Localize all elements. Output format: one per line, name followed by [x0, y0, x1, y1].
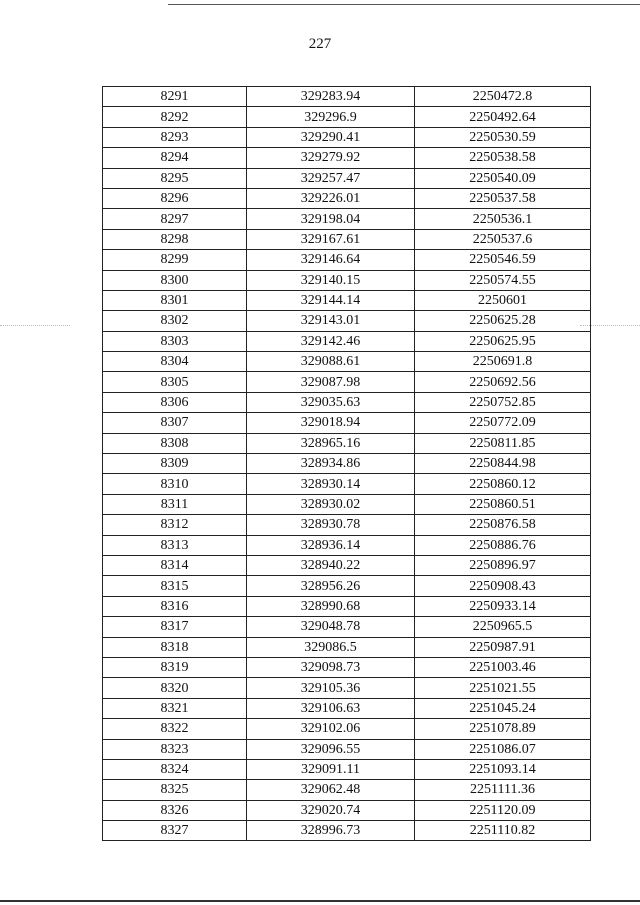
bottom-border-line [0, 900, 640, 902]
x-coordinate-cell: 329144.14 [247, 290, 415, 310]
x-coordinate-cell: 328940.22 [247, 555, 415, 575]
point-number-cell: 8309 [103, 454, 247, 474]
x-coordinate-cell: 329167.61 [247, 229, 415, 249]
y-coordinate-cell: 2251120.09 [415, 800, 591, 820]
table-row [103, 168, 591, 188]
point-number-cell: 8305 [103, 372, 247, 392]
x-coordinate-cell: 329296.9 [247, 107, 415, 127]
table-row [103, 657, 591, 677]
point-number-cell: 8326 [103, 800, 247, 820]
point-number-cell: 8294 [103, 148, 247, 168]
point-number-cell: 8322 [103, 719, 247, 739]
table-row [103, 392, 591, 412]
y-coordinate-cell: 2251111.36 [415, 780, 591, 800]
table-row [103, 739, 591, 759]
point-number-cell: 8300 [103, 270, 247, 290]
y-coordinate-cell: 2250692.56 [415, 372, 591, 392]
point-number-cell: 8291 [103, 87, 247, 107]
x-coordinate-cell: 328930.78 [247, 515, 415, 535]
y-coordinate-cell: 2250536.1 [415, 209, 591, 229]
y-coordinate-cell: 2250625.95 [415, 331, 591, 351]
table-row [103, 87, 591, 107]
table-row [103, 555, 591, 575]
y-coordinate-cell: 2250492.64 [415, 107, 591, 127]
point-number-cell: 8299 [103, 250, 247, 270]
table-row [103, 311, 591, 331]
point-number-cell: 8313 [103, 535, 247, 555]
table-row [103, 780, 591, 800]
y-coordinate-cell: 2250860.51 [415, 494, 591, 514]
y-coordinate-cell: 2250811.85 [415, 433, 591, 453]
y-coordinate-cell: 2250933.14 [415, 596, 591, 616]
point-number-cell: 8295 [103, 168, 247, 188]
point-number-cell: 8296 [103, 188, 247, 208]
table-row [103, 127, 591, 147]
x-coordinate-cell: 329048.78 [247, 617, 415, 637]
table-row [103, 637, 591, 657]
x-coordinate-cell: 328930.02 [247, 494, 415, 514]
x-coordinate-cell: 329035.63 [247, 392, 415, 412]
x-coordinate-cell: 329143.01 [247, 311, 415, 331]
y-coordinate-cell: 2251003.46 [415, 657, 591, 677]
x-coordinate-cell: 328996.73 [247, 821, 415, 841]
x-coordinate-cell: 329102.06 [247, 719, 415, 739]
point-number-cell: 8327 [103, 821, 247, 841]
table-row [103, 821, 591, 841]
top-border-line [168, 4, 640, 5]
table-row [103, 698, 591, 718]
y-coordinate-cell: 2250537.58 [415, 188, 591, 208]
x-coordinate-cell: 329096.55 [247, 739, 415, 759]
point-number-cell: 8325 [103, 780, 247, 800]
y-coordinate-cell: 2250987.91 [415, 637, 591, 657]
y-coordinate-cell: 2250844.98 [415, 454, 591, 474]
point-number-cell: 8304 [103, 352, 247, 372]
point-number-cell: 8301 [103, 290, 247, 310]
x-coordinate-cell: 329257.47 [247, 168, 415, 188]
point-number-cell: 8297 [103, 209, 247, 229]
y-coordinate-cell: 2250546.59 [415, 250, 591, 270]
y-coordinate-cell: 2250472.8 [415, 87, 591, 107]
y-coordinate-cell: 2251045.24 [415, 698, 591, 718]
y-coordinate-cell: 2250538.58 [415, 148, 591, 168]
point-number-cell: 8308 [103, 433, 247, 453]
table-row [103, 759, 591, 779]
x-coordinate-cell: 329290.41 [247, 127, 415, 147]
x-coordinate-cell: 329086.5 [247, 637, 415, 657]
table-row [103, 250, 591, 270]
table-row [103, 331, 591, 351]
y-coordinate-cell: 2250886.76 [415, 535, 591, 555]
x-coordinate-cell: 329098.73 [247, 657, 415, 677]
table-row [103, 107, 591, 127]
x-coordinate-cell: 329106.63 [247, 698, 415, 718]
y-coordinate-cell: 2251021.55 [415, 678, 591, 698]
y-coordinate-cell: 2251078.89 [415, 719, 591, 739]
table-row [103, 188, 591, 208]
table-row [103, 454, 591, 474]
point-number-cell: 8311 [103, 494, 247, 514]
coordinates-table-body [103, 87, 591, 841]
table-row [103, 800, 591, 820]
point-number-cell: 8323 [103, 739, 247, 759]
point-number-cell: 8312 [103, 515, 247, 535]
y-coordinate-cell: 2251093.14 [415, 759, 591, 779]
x-coordinate-cell: 329105.36 [247, 678, 415, 698]
point-number-cell: 8316 [103, 596, 247, 616]
y-coordinate-cell: 2250691.8 [415, 352, 591, 372]
y-coordinate-cell: 2251086.07 [415, 739, 591, 759]
table-row [103, 372, 591, 392]
y-coordinate-cell: 2251110.82 [415, 821, 591, 841]
table-row [103, 229, 591, 249]
x-coordinate-cell: 329283.94 [247, 87, 415, 107]
table-row [103, 494, 591, 514]
table-row [103, 617, 591, 637]
y-coordinate-cell: 2250601 [415, 290, 591, 310]
x-coordinate-cell: 328934.86 [247, 454, 415, 474]
coordinates-table [102, 86, 591, 841]
table-row [103, 209, 591, 229]
x-coordinate-cell: 329091.11 [247, 759, 415, 779]
x-coordinate-cell: 328965.16 [247, 433, 415, 453]
table-row [103, 535, 591, 555]
x-coordinate-cell: 329087.98 [247, 372, 415, 392]
y-coordinate-cell: 2250625.28 [415, 311, 591, 331]
point-number-cell: 8315 [103, 576, 247, 596]
y-coordinate-cell: 2250965.5 [415, 617, 591, 637]
table-row [103, 290, 591, 310]
point-number-cell: 8292 [103, 107, 247, 127]
point-number-cell: 8306 [103, 392, 247, 412]
point-number-cell: 8314 [103, 555, 247, 575]
x-coordinate-cell: 329140.15 [247, 270, 415, 290]
table-row [103, 270, 591, 290]
x-coordinate-cell: 329088.61 [247, 352, 415, 372]
x-coordinate-cell: 329062.48 [247, 780, 415, 800]
y-coordinate-cell: 2250530.59 [415, 127, 591, 147]
scan-artifact-left [0, 325, 70, 327]
x-coordinate-cell: 328930.14 [247, 474, 415, 494]
table-row [103, 352, 591, 372]
point-number-cell: 8310 [103, 474, 247, 494]
x-coordinate-cell: 329279.92 [247, 148, 415, 168]
x-coordinate-cell: 329226.01 [247, 188, 415, 208]
x-coordinate-cell: 328936.14 [247, 535, 415, 555]
table-row [103, 474, 591, 494]
x-coordinate-cell: 329146.64 [247, 250, 415, 270]
y-coordinate-cell: 2250860.12 [415, 474, 591, 494]
point-number-cell: 8298 [103, 229, 247, 249]
table-row [103, 515, 591, 535]
x-coordinate-cell: 329198.04 [247, 209, 415, 229]
y-coordinate-cell: 2250540.09 [415, 168, 591, 188]
x-coordinate-cell: 329142.46 [247, 331, 415, 351]
table-row [103, 413, 591, 433]
y-coordinate-cell: 2250772.09 [415, 413, 591, 433]
x-coordinate-cell: 328956.26 [247, 576, 415, 596]
point-number-cell: 8321 [103, 698, 247, 718]
table-row [103, 148, 591, 168]
table-row [103, 596, 591, 616]
point-number-cell: 8293 [103, 127, 247, 147]
x-coordinate-cell: 329018.94 [247, 413, 415, 433]
point-number-cell: 8317 [103, 617, 247, 637]
page-number: 227 [308, 36, 332, 52]
point-number-cell: 8307 [103, 413, 247, 433]
point-number-cell: 8303 [103, 331, 247, 351]
y-coordinate-cell: 2250752.85 [415, 392, 591, 412]
y-coordinate-cell: 2250537.6 [415, 229, 591, 249]
table-row [103, 719, 591, 739]
point-number-cell: 8302 [103, 311, 247, 331]
y-coordinate-cell: 2250876.58 [415, 515, 591, 535]
y-coordinate-cell: 2250574.55 [415, 270, 591, 290]
point-number-cell: 8320 [103, 678, 247, 698]
x-coordinate-cell: 328990.68 [247, 596, 415, 616]
y-coordinate-cell: 2250896.97 [415, 555, 591, 575]
table-row [103, 576, 591, 596]
y-coordinate-cell: 2250908.43 [415, 576, 591, 596]
point-number-cell: 8318 [103, 637, 247, 657]
table-row [103, 678, 591, 698]
point-number-cell: 8319 [103, 657, 247, 677]
x-coordinate-cell: 329020.74 [247, 800, 415, 820]
point-number-cell: 8324 [103, 759, 247, 779]
table-row [103, 433, 591, 453]
